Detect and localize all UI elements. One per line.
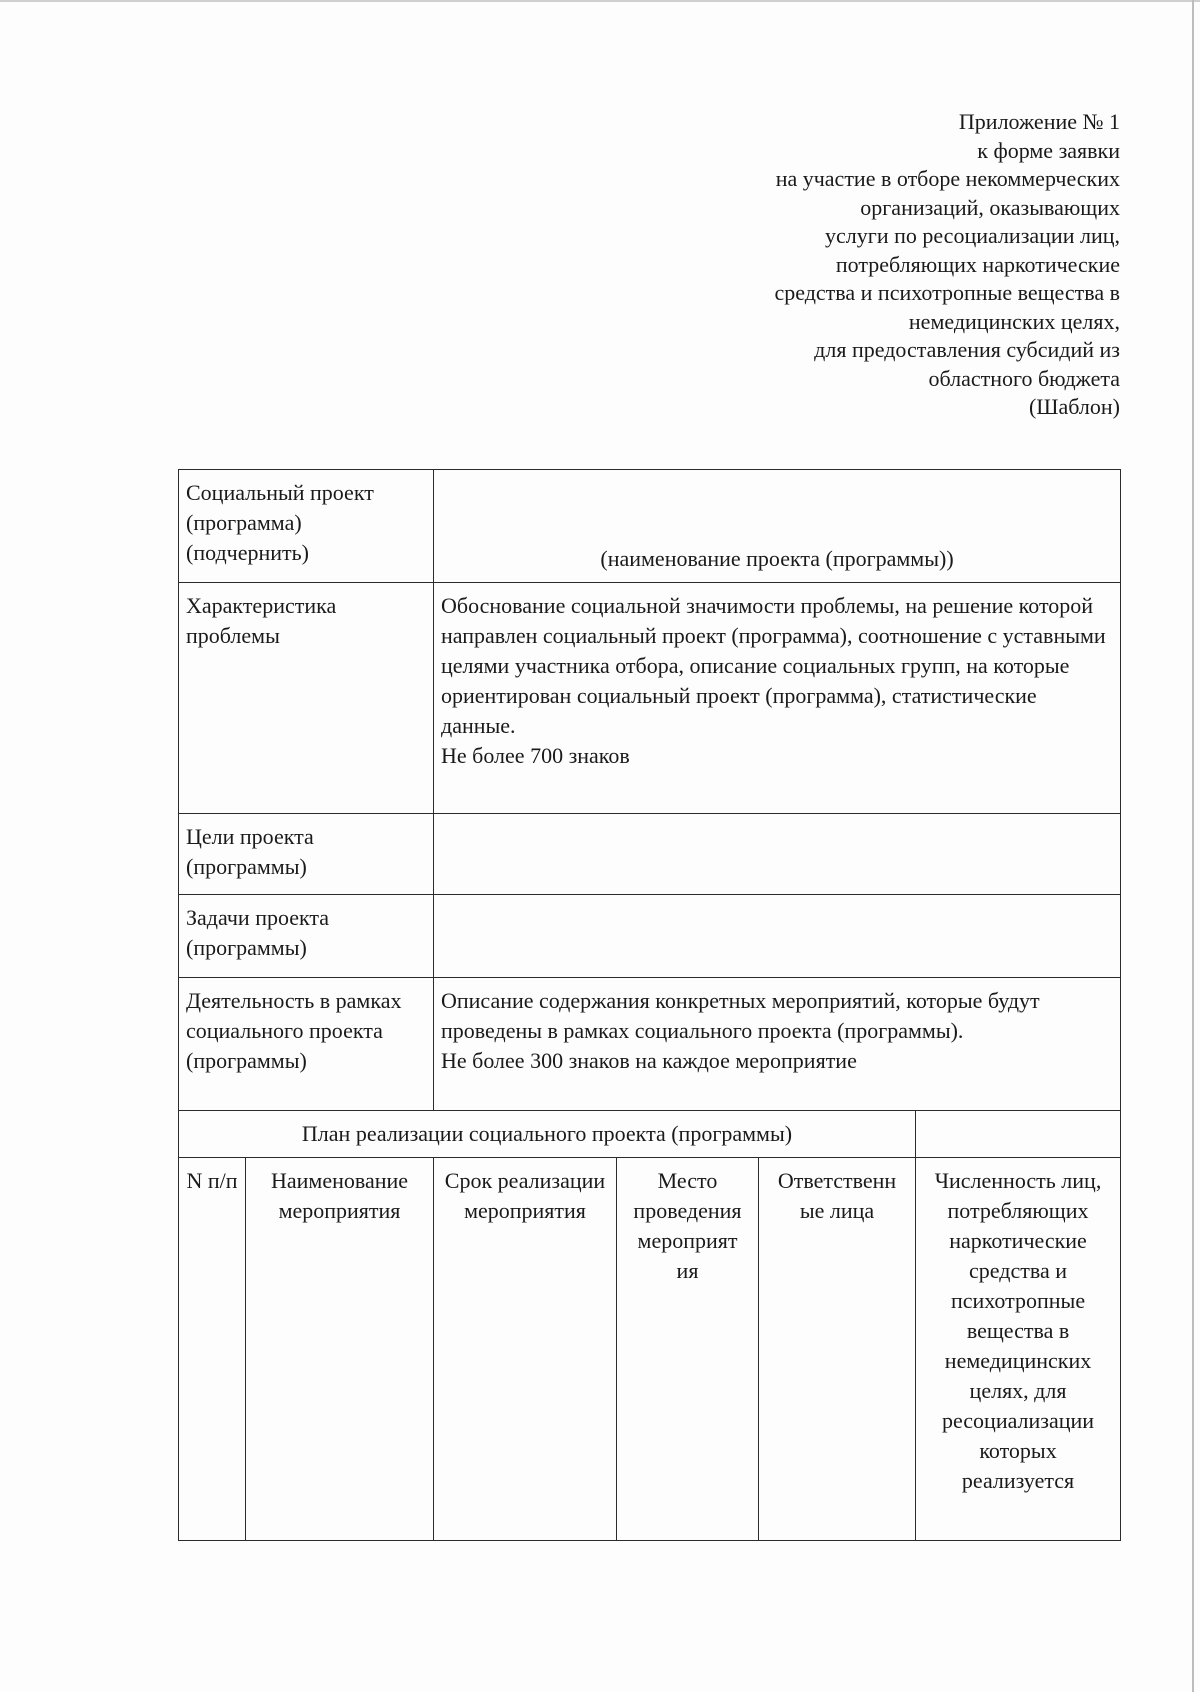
- column-event-name: Наименование мероприятия: [246, 1158, 434, 1541]
- appendix-header: [640, 108, 1120, 422]
- project-title-label: Социальный проект (программа) (подчернить): [179, 470, 434, 583]
- page-right-edge: [1192, 0, 1194, 1692]
- page-top-edge: [0, 0, 1200, 2]
- activity-label: Деятельность в рамках социального проекта (программы): [179, 978, 434, 1111]
- header-line: Приложение № 1: [958, 109, 1120, 134]
- header-line: услуги по ресоциализации лиц,: [825, 223, 1120, 248]
- header-line: немедицинских целях,: [908, 308, 1120, 334]
- project-name-hint: (наименование проекта (программы)): [600, 546, 954, 571]
- activity-limit: Не более 300 знаков на каждое мероприятие: [441, 1048, 857, 1073]
- column-number: N п/п: [179, 1158, 246, 1541]
- problem-row: [179, 583, 1121, 814]
- project-name-field[interactable]: [434, 470, 1121, 583]
- header-line: средства и психотропные вещества в: [774, 280, 1120, 305]
- problem-limit: Не более 700 знаков: [441, 743, 630, 768]
- problem-description: Обоснование социальной значимости проблемы, на решение которой направлен социальный проект (программа), соотношение с уставными целями участника отбора, описание социальных групп, на которые ориентирован социальный проект (программа), статистические данные.: [441, 593, 1106, 738]
- header-line: (Шаблон): [1028, 394, 1120, 419]
- activity-description: Описание содержания конкретных мероприятий, которые будут проведены в рамках социального проекта (программы).: [441, 988, 1040, 1043]
- goals-label: Цели проекта (программы): [179, 814, 434, 895]
- header-line: на участие в отборе некоммерческих: [775, 166, 1120, 191]
- project-title-row: [179, 470, 1121, 583]
- activity-field[interactable]: [434, 978, 1121, 1111]
- column-event-place: Место проведения мероприят ия: [617, 1158, 759, 1541]
- activity-row: [179, 978, 1121, 1111]
- header-line: потребляющих наркотические: [835, 251, 1120, 277]
- problem-label: Характеристика проблемы: [179, 583, 434, 814]
- plan-header-row: [179, 1111, 1121, 1158]
- column-people-count: Численность лиц, потребляющих наркотические средства и психотропные вещества в немедицинских целях, для ресоциализации которых реализуется: [916, 1158, 1121, 1541]
- problem-field[interactable]: [434, 583, 1121, 814]
- goals-field[interactable]: [434, 814, 1121, 895]
- plan-empty-cell: [916, 1111, 1121, 1158]
- tasks-row: [179, 895, 1121, 978]
- goals-row: [179, 814, 1121, 895]
- column-responsible: Ответственн ые лица: [759, 1158, 916, 1541]
- column-event-period: Срок реализации мероприятия: [434, 1158, 617, 1541]
- header-line: к форме заявки: [977, 137, 1120, 163]
- header-line: организаций, оказывающих: [860, 194, 1120, 220]
- tasks-field[interactable]: [434, 895, 1121, 978]
- plan-title: План реализации социального проекта (программы): [179, 1111, 916, 1158]
- project-template-table: [178, 469, 1121, 1541]
- header-line: для предоставления субсидий из: [814, 337, 1120, 362]
- plan-columns-row: [179, 1158, 1121, 1541]
- header-line: областного бюджета: [928, 365, 1120, 391]
- tasks-label: Задачи проекта (программы): [179, 895, 434, 978]
